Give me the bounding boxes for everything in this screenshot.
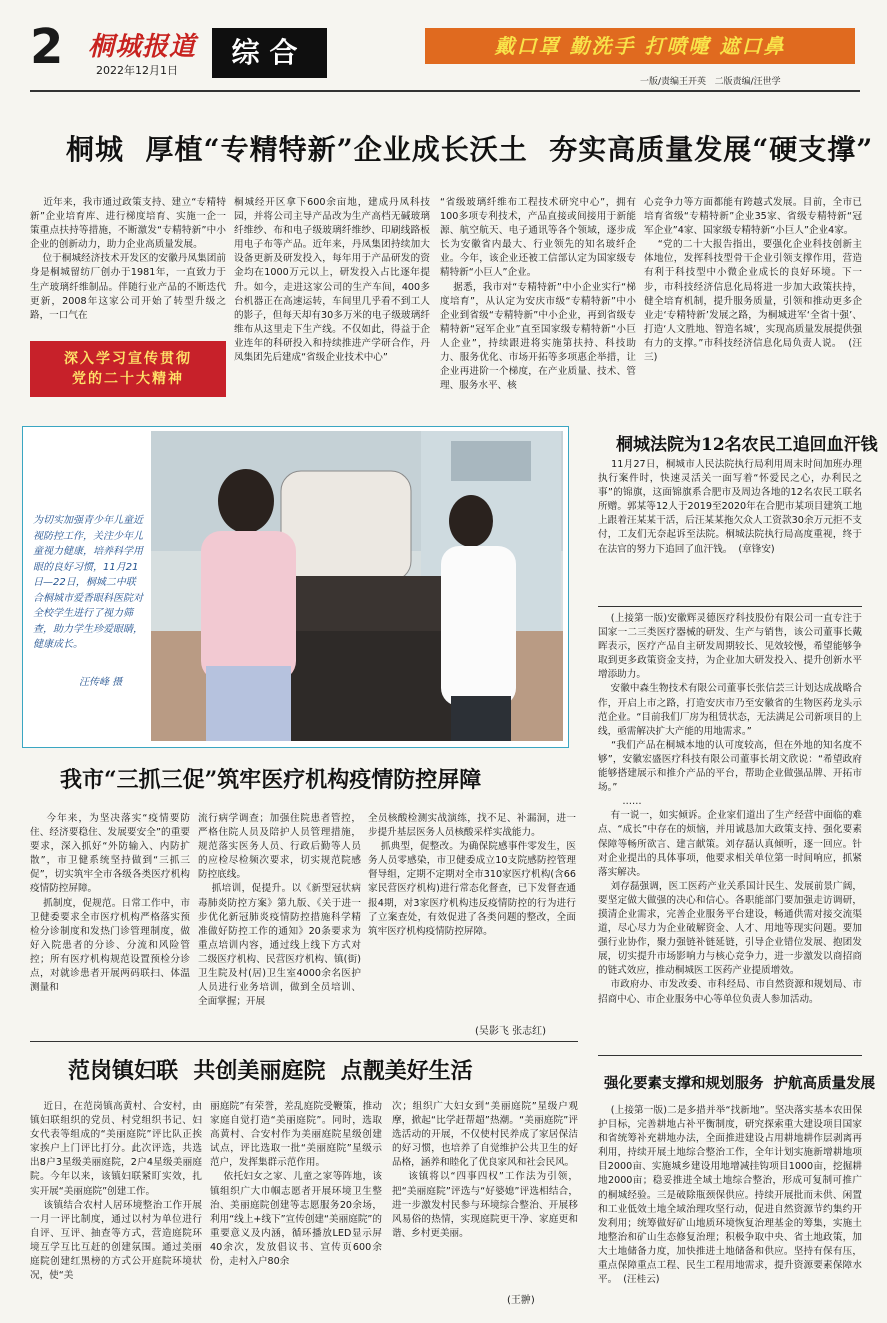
paper-name-logo: 桐城报道 [88, 32, 197, 62]
courtyard-title: 范岗镇妇联 共创美丽庭院 点靓美好生活 [68, 1058, 473, 1084]
epidemic-col-2: 流行病学调查；加强住院患者管控，严格住院人员及陪护人员管理措施，规范落实医务人员、行政后勤等人员的应检尽检频次要求，切实规范院感防控底线。 抓培训，促提升。以《新型冠状病毒肺炎防控方案》第九版、《关于进一步优化新冠肺炎疫情防控措施科学精准做好防控工作的通知》20条要求为重点培训内容，通过线上线下方式对二级医疗机构、民营医疗机构、镇(街)卫生院及村(居)卫生室4000余名医护人员进行业务培训，做到全员培训、全面掌握；开展 [198, 813, 361, 1008]
epidemic-title: 我市“三抓三促”筑牢医疗机构疫情防控屏障 [60, 767, 482, 793]
continued-body: (上接第一版)安徽辉灵德医疗科技股份有限公司一直专注于国家一二三类医疗器械的研发、生产与销售，该公司董事长戴晖表示，医疗产品自主研发周期较长、见效较慢，希望能够争取到更多政策资金支持，为企业加大研发投入、提升创新水平增添助力。 安徽中森生物技术有限公司董事长张信芸三计划达成战略合作，开启上市之路，打造安庆市乃至安徽省的生物医药龙头示范企业。“目前我们厂房为租赁状态，无法满足公司新项目的上线，亟需解决扩大产能的用地需求。” “我们产品在桐城本地的认可度较高，但在外地的知名度不够”，安徽宏盛医疗科技有限公司董事长胡文欣说：“希望政府能够搭建展示和推介产品的平台，帮助企业做强品牌、开拓市场。” …… 有一说一，如实倾诉。企业家们道出了生产经营中面临的难点、“成长”中存在的烦恼，并用诚恳加大政策支持、强化要素保障等畅所欲言、建言献策。刘存磊认真倾听，逐一回应。针对企业提出的具体事项，他要求相关单位第一时间响应，抓紧落实解决。 刘存磊强调，医工医药产业关系国计民生、发展前景广阔，要坚定做大做强的决心和信心。各职能部门要加强走访调研，摸清企业需求，完善企业服务平台建设，畅通供需对接交流渠道，尽心尽力为企业破解资金、人才、用地等现实问题。要加强行业协作，聚力强链补链延链，引导企业错位发展、抱团发展，切实提升市场影响力与核心竞争力，进一步激发以商招商的链式效应，推动桐城医工医药产业提质增效。 市政府办、市发改委、市科经局、市自然资源和规划局、市招商中心、市企业服务中心等单位负责人参加活动。 [598, 613, 862, 1005]
page-number: 2 [30, 19, 64, 75]
eye-screening-photo [151, 431, 563, 741]
lead-col-4: 心竞争力等方面都能有跨越式发展。目前，全市已培育省级“专精特新”企业35家、省级专精特新“冠军企业”4家、国家级专精特新“小巨人”企业4家。 “党的二十大报告指出，要强化企业科技创新主体地位，发挥科技型骨干企业引领支撑作用，营造有利于科技型中小微企业成长的良好环境。下一步，市科技经济信息化局将进一步加大政策扶持，健全培育机制，提升服务质量，引领和推动更多企业走‘专精特新’发展之路，为桐城进军‘全省十强’、打造‘人文胜地、智造名城’，实现高质量发展提供强有力的支撑。”市科技经济信息化局负责人说。 (汪三) [644, 197, 862, 364]
lead-banner-text: 深入学习宣传贯彻 党的二十大精神 [64, 351, 192, 387]
courtyard-col-2: 丽庭院”有荣誉，差乱庭院受鞭策，推动家庭自觉打造“美丽庭院”。同时，选取高黄村、合安村作为美丽庭院星级创建试点，评比选取一批“美丽庭院”星级示范户，发挥集群示范作用。 依托妇女之家、儿童之家等阵地，该镇组织广大巾帼志愿者开展环境卫生整治、美丽庭院创建等志愿服务20余场，利用“线上+线下”宣传创建“美丽庭院”的重要意义及内涵，循环播放LED显示屏40余次，发放倡议书、宣传页600余份，走村入户80余 [210, 1101, 382, 1268]
epidemic-author: (吴影飞 张志红) [475, 1026, 546, 1037]
editors: 一版/责编王开英 二版责编/汪世学 [640, 77, 781, 87]
courtyard-author: (王翀) [507, 1295, 535, 1306]
photo-frame [22, 426, 569, 748]
planning-title: 强化要素支撑和规划服务 护航高质量发展 [604, 1075, 876, 1092]
slogan-text: 戴口罩 勤洗手 打喷嚏 遮口鼻 [494, 34, 786, 58]
section-label-box [212, 28, 327, 78]
epidemic-divider [30, 1041, 578, 1042]
planning-body: (上接第一版)二是多措并举“找新地”。坚决落实基本农田保护目标，完善耕地占补平衡制度，研究探索重大建设项目国家和省统筹补充耕地办法，全面推进建设占用耕地耕作层剥离再利用，持续开展土地综合整治工作，全年计划实施新增耕地项目2000亩、实施城乡建设用地增减挂钩项目1000亩，挖掘耕地2000亩；稳妥推进全域土地综合整治，形成可复制可推广的桐城经验。三是破除瓶颈保供应。持续开展批而未供、闲置和工业低效土地全域治理攻坚行动，促进自然资源节约集约开发利用；统筹做好矿山地质环境恢复治理基金的筹集，实施土地整治和矿山生态修复治理；积极争取中央、省土地政策，加大土地储备力度，加快推进土地储备和供应。坚持有保有压，重点保障重点工程、民生工程用地需求，提升资源要素保障水平。 (汪桂云) [598, 1105, 862, 1286]
planning-divider [598, 1055, 862, 1056]
court-divider [598, 606, 862, 607]
lead-title: 桐城 厚植“专精特新”企业成长沃土 夯实高质量发展“硬支撑” [66, 133, 874, 166]
courtyard-col-1: 近日，在范岗镇高黄村、合安村，由镇妇联组织的党员、村党组织书记、妇女代表等组成的“美丽庭院”评比队正挨家挨户上门评比打分。此次评选，共选出8户3星级美丽庭院，2户4星级美丽庭院。今年以来，该镇妇联紧盯实效，扎实开展“美丽庭院”创建工作。 该镇结合农村人居环境整治工作开展一月一评比制度，通过以村为单位进行自评、互评、抽查等方式，营造庭院环境互学互比互赶的创建氛围。通过美丽庭院创建红黑榜的方式公开庭院环境状况，使“美 [30, 1101, 202, 1282]
photo-credit: 汪传峰 摄 [79, 677, 123, 688]
masthead-rule [30, 90, 860, 92]
lead-col-2: 桐城经开区拿下600余亩地，建成丹凤科技园，并将公司主导产品改为生产高档无碱玻璃纤维纱、布和电子级玻璃纤维纱、印刷线路板用电子布等产品。近年来，丹凤集团持续加大设备更新及研发投入，每年用于产品研发的资金均在1000万元以上，研发投入占比逐年提升。如今，走进这家公司的生产车间，400多台机器正在高速运转，车间里几乎看不到工人的影子，但每天却有30多万米的电子级玻璃纤维布从这里走下生产线。不仅如此，得益于企业连年的科研投入和持续推进产学研合作，丹凤集团先后建成“省级企业技术中心” [234, 197, 430, 364]
lead-col-3: “省级玻璃纤维布工程技术研究中心”，拥有100多项专利技术，产品直接或间接用于新能源、航空航天、电子通讯等各个领域，逐步成长为安徽省内最大、行业领先的知名玻纤企业。今年，该企业还被工信部认定为国家级专精特新“小巨人”企业。 据悉，我市对“专精特新”中小企业实行“梯度培育”，从认定为安庆市级“专精特新”中小企业到省级“专精特新”中小企业，再到省级专精特新“冠军企业”直至国家级专精特新“小巨人企业”，持续跟进将实施第扶持、科技助力、服务优化、市场开拓等多项惠企举措，让企业再进阶一个梯度，在产业质量、技术、管理、服务水平、核 [440, 197, 636, 392]
issue-date: 2022年12月1日 [96, 64, 178, 77]
photo-caption: 为切实加强青少年儿童近视防控工作，关注少年儿童视力健康，培养科学用眼的良好习惯，11月21日—22日，桐城二中联合桐城市爱香眼科医院对全校学生进行了视力筛查，助力学生珍爱眼睛，健康成长。 [33, 515, 143, 650]
epidemic-col-3: 全员核酸检测实战演练，找不足、补漏洞，进一步提升基层医务人员核酸采样实战能力。 抓典型，促整改。为确保院感事件零发生，医务人员零感染，市卫健委成立10支院感防控管理督导组，定期不定期对全市310家医疗机构(含66家民营医疗机构)进行常态化督查，已下发督查通报4期，对3家医疗机构违反疫情防控的行为进行了立案查处，有效促进了各类问题的整改，全面筑牢医疗机构疫情防控屏障。 [368, 813, 576, 937]
lead-col-1: 近年来，我市通过政策支持、建立“专精特新”企业培育库、进行梯度培育、实施一企一策重点扶持等措施，不断激发“专精特新”中小企业的创新动力，助力企业高质量发展。 位于桐城经济技术开发区的安徽丹凤集团前身是桐城留纺厂创办于1981年，一直致力于生产玻璃纤维制品。伴随行业产品的不断迭代更新，2008年这家公司开始了转型升级之路，一口气在 [30, 197, 226, 321]
court-body: 11月27日，桐城市人民法院执行局利用周末时间加班办理执行案件时，快速灵活关一面写着“怀爱民之心，办利民之事”的锦旗，这面锦旗系合肥市及周边各地的12名农民工联名所赠。郭某等12人于2019至2020年在合肥市某项目建筑工地上跟着汪某某干活，后汪某某拖欠众人工资款30余万元拒不支付，工友们无奈起诉至法院。桐城法院执行局高度重视，终于在法官的努力下追回了血汗钱。 (章锋安) [598, 459, 862, 555]
court-title: 桐城法院为12名农民工追回血汗钱 [616, 435, 878, 455]
epidemic-col-1: 今年来，为坚决落实“疫情要防住、经济要稳住、发展要安全”的重要要求，深入抓好“外防输入、内防扩散”，市卫健系统坚持做到“三抓三促”，切实筑牢全市各级各类医疗机构疫情防控屏障。 抓制度，促规范。日常工作中，市卫健委要求全市医疗机构严格落实预检分诊制度和发热门诊管理制度，做好入院患者的分诊、分流和风险管控；所有医疗机构规范设置预检分诊点，对就诊患者开展两码联扫、体温测量和 [30, 813, 190, 994]
section-label: 综合 [231, 36, 308, 69]
slogan-banner [425, 28, 855, 64]
lead-banner [30, 341, 226, 397]
courtyard-col-3: 次；组织广大妇女到“美丽庭院”星级户观摩，掀起“比学赶帮超”热潮。“美丽庭院”评选活动的开展，不仅使村民养成了家居保洁的好习惯，也培养了自觉维护公共卫生的好品格，涵养和睦化了优良家风和社会民风。 该镇将以“四事四权”工作法为引领，把“美丽庭院”评选与“好婆媳”评选相结合，进一步激发村民参与环境综合整治、开展移风易俗的热情，实现庭院更干净、家庭更和谐、乡村更美丽。 [392, 1101, 578, 1239]
